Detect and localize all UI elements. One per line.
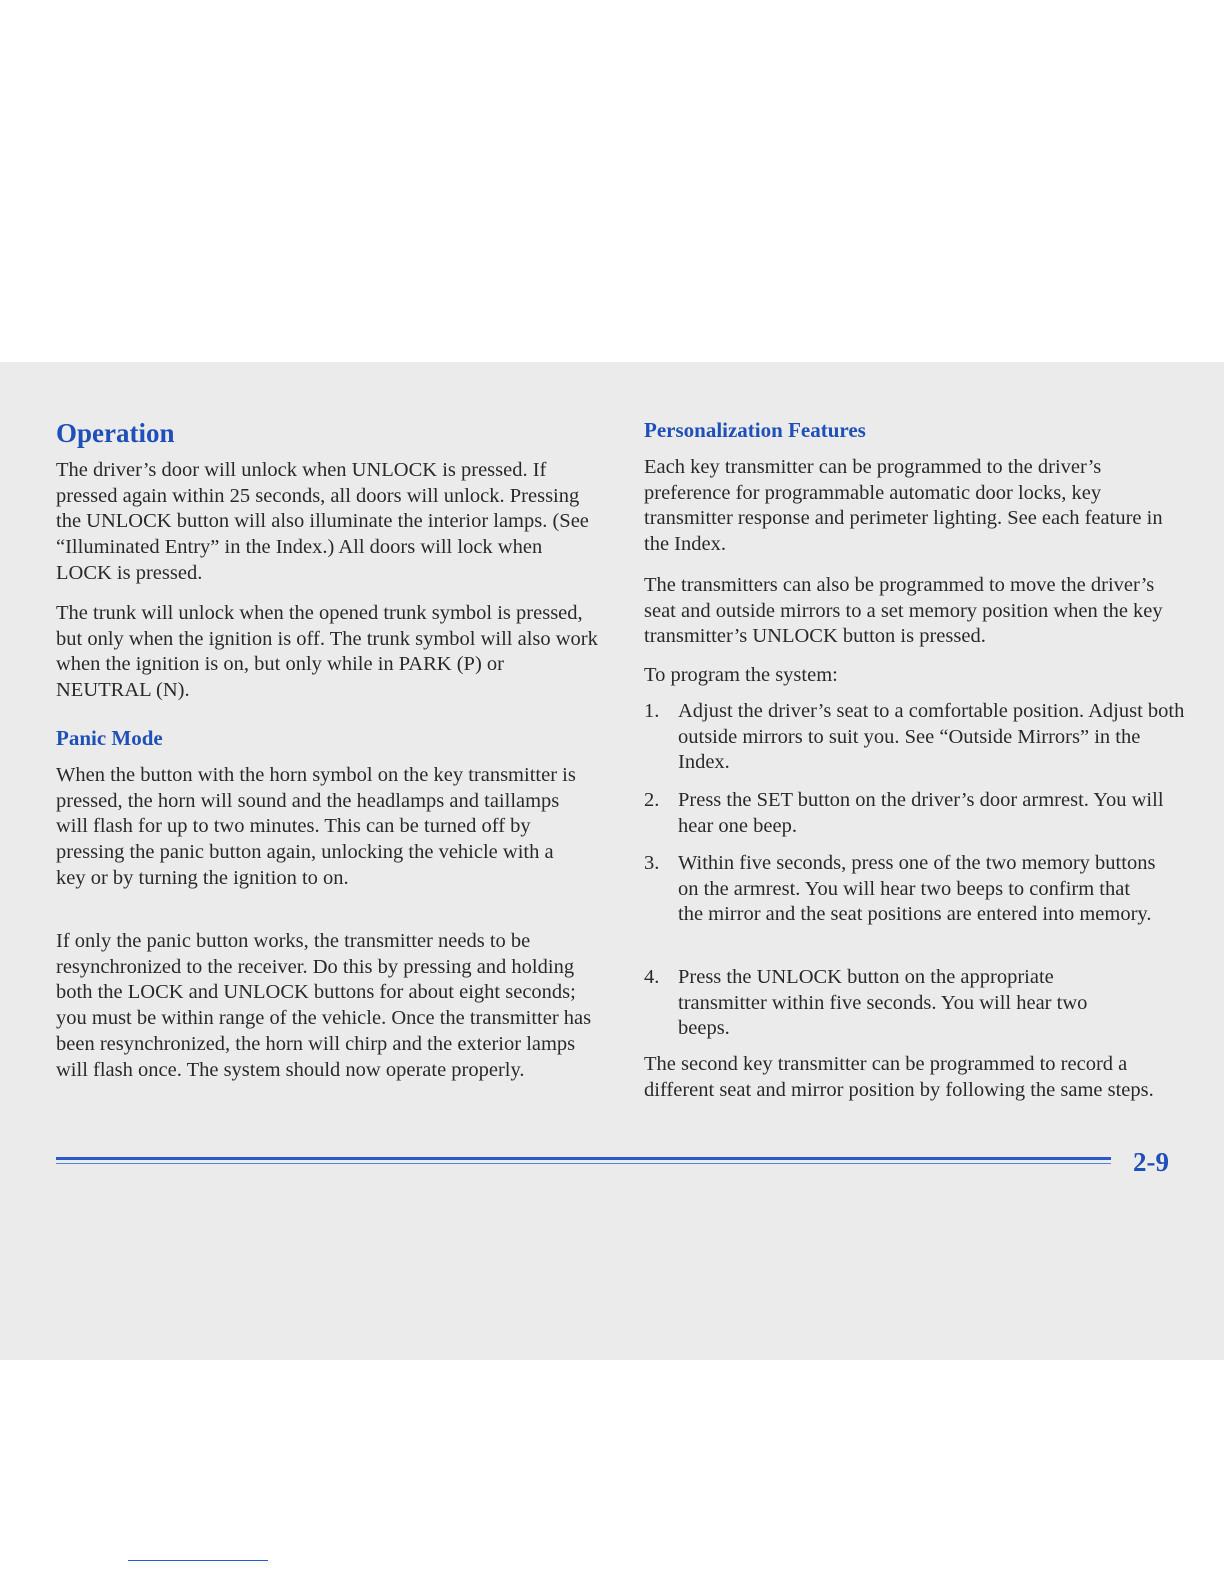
operation-paragraph-2: The trunk will unlock when the opened trunk symbol is pressed, but only when the ignition is off. The trunk symbol will also work when the ignition is on, but only while in PARK (P) or NEUTRAL (N). <box>56 602 598 702</box>
step-3-number: 3. <box>644 852 660 874</box>
operation-paragraph-1: The driver’s door will unlock when UNLOCK is pressed. If pressed again within 25 seconds, all doors will unlock. Pressing the UNLOCK button will also illuminate the interior lamps. (See “Illuminated Entry” in the Index.) All doors will lock when LOCK is pressed. <box>56 459 589 584</box>
step-4-text: Press the UNLOCK button on the appropriate transmitter within five seconds. You will hear two beeps. <box>678 966 1088 1040</box>
closing-paragraph: The second key transmitter can be programmed to record a different seat and mirror position by following the same steps. <box>644 1053 1154 1101</box>
step-2-text: Press the SET button on the driver’s door armrest. You will hear one beep. <box>678 789 1164 837</box>
footer-rule <box>56 1157 1111 1160</box>
bottom-mark-line <box>128 1560 268 1561</box>
step-2-number: 2. <box>644 789 660 811</box>
panic-paragraph-1: When the button with the horn symbol on the key transmitter is pressed, the horn will sound and the headlamps and taillamps will flash for up to two minutes. This can be turned off by pressing the panic button again, unlocking the vehicle with a key or by turning the ignition to on. <box>56 764 576 889</box>
step-4-number: 4. <box>644 966 660 988</box>
subheading-panic-mode: Panic Mode <box>56 726 163 750</box>
step-3-text: Within five seconds, press one of the two memory buttons on the armrest. You will hear two beeps to confirm that the mirror and the seat positions are entered into memory. <box>678 852 1156 926</box>
footer-rule-thin <box>56 1163 1111 1164</box>
step-1-number: 1. <box>644 700 660 722</box>
step-1-text: Adjust the driver’s seat to a comfortable position. Adjust both outside mirrors to suit you. See “Outside Mirrors” in the Index. <box>678 700 1185 774</box>
personalization-paragraph-2: The transmitters can also be programmed to move the driver’s seat and outside mirrors to a set memory position when the key transmitter’s UNLOCK button is pressed. <box>644 574 1163 648</box>
panic-paragraph-2: If only the panic button works, the transmitter needs to be resynchronized to the receiver. Do this by pressing and holding both the LOCK and UNLOCK buttons for about eight seconds; you must be within range of the vehicle. Once the transmitter has been resynchronized, the horn will chirp and the exterior lamps will flash once. The system should now operate properly. <box>56 930 592 1081</box>
section-heading-personalization: Personalization Features <box>644 418 866 442</box>
personalization-paragraph-1: Each key transmitter can be programmed to the driver’s preference for programmable automatic door locks, key transmitter response and perimeter lighting. See each feature in the Index. <box>644 456 1163 556</box>
program-intro: To program the system: <box>644 664 838 686</box>
section-heading-operation: Operation <box>56 418 175 448</box>
page-number: 2-9 <box>1133 1147 1169 1177</box>
